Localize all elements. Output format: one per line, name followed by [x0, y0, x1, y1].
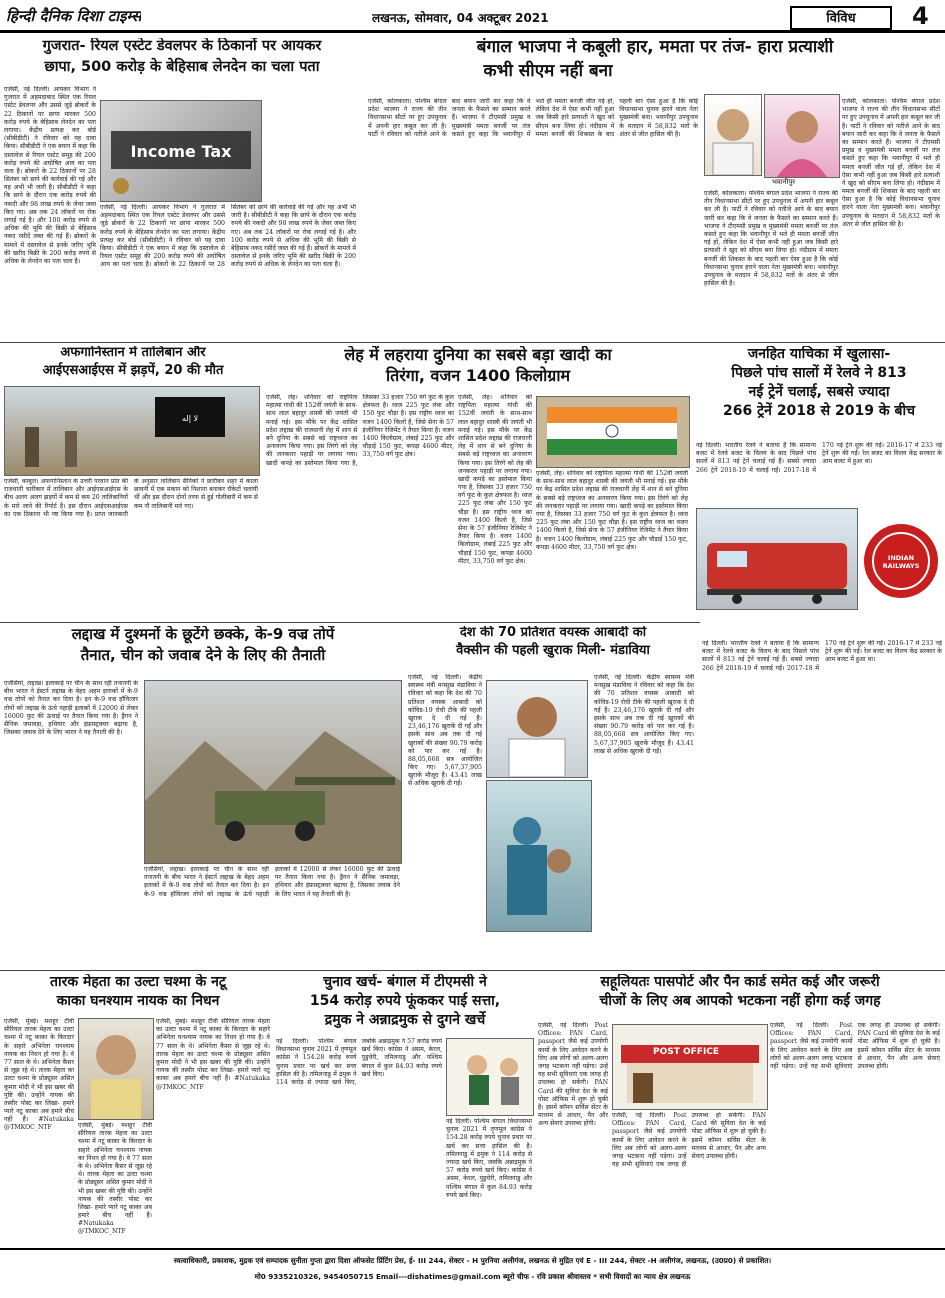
article-body	[408, 674, 482, 966]
row-divider	[0, 342, 945, 343]
mandaviya-photo	[486, 680, 588, 778]
railways-logo	[864, 524, 938, 598]
article-body-text: एजेंसी, लेह। शनिवार को राष्ट्रपिता महात्मा गांधी की 152वीं जयंती के साथ-साथ लाल बहादुर शास्त्री की जयंती भी मनाई गई। इस मौके पर केंद्र शासित प्रदेश लद्दाख की राजधानी लेह में शान से बने दुनिया के सबसे बड़े राष्ट्रध्वज का अनावरण किया गया। इस तिरंगे को लेह की जनकरार पहाड़ी पर लगाया गया। खादी कपड़े का इस्तेमाल किया गया है, जिसका 33 हजार 750 वर्ग फुट के कुल क्षेत्रफल है। ध्वज 225 फुट लंबा और 150 फुट चौड़ा है। इस राष्ट्रीय ध्वज का वजन 1400 किलो है, जिसे सेना के 57 इंजीनियर रेजिमेंट ने तैयार किया है। वजन 1400 किलोग्राम, लंबाई 225 फुट और चौड़ाई 150 फुट, कपड़ा 4600 मीटर, 33,750 वर्ग फुट क्षेत्र।	[266, 394, 454, 467]
article-tmc	[276, 974, 534, 1242]
flag-image	[536, 396, 690, 468]
headline: चुनाव खर्च- बंगाल में टीएमसी ने	[323, 974, 487, 990]
headline: नई ट्रेनें चलाई, सबसे ज्यादा	[748, 384, 890, 401]
headline: 266 ट्रेनें 2018 से 2019 के बीच	[723, 403, 915, 420]
photo-caption: भवानीपुर	[772, 178, 796, 186]
headline: सहूलियतः पासपोर्ट और पैन कार्ड समेत कई और जरूरी	[600, 974, 880, 990]
article-body	[368, 98, 698, 336]
headline: लेह में लहराया दुनिया का सबसे बड़ा खादी का	[344, 346, 612, 364]
article-body	[266, 394, 454, 618]
footer	[0, 1248, 945, 1298]
article-body-text: नई दिल्ली। भारतीय रेलवे ने बताया है कि सामान्य बजट में रेलवे बजट के विलय के बाद पिछले पांच सालों में 813 नई ट्रेनें चलाई गई हैं। सबसे ज्यादा 266 ट्रेनें 2018-19 में चलाई गईं। 2017-18 में 170 नई ट्रेनें शुरू की गईं। 2016-17 में 233 नई ट्रेनें शुरू की गईं। रेल बजट का विलय केंद्र सरकार के आम बजट में हुआ था।	[702, 640, 942, 672]
article-gujarat	[4, 38, 360, 338]
svg-text:لا إله: لا إله	[181, 414, 199, 423]
article-body-text: एजेंसियां, लद्दाख। इलाकाई पर चीन के साथ रही तनातनी के बीच भारत ने ईस्टर्न लद्दाख के बेहद अहम इलाकों में के-9 वज्र तोपों को तैनात कर दिया है। इन के-9 वज्र हॉवित्जर तोपों को लद्दाख के ऊंचे पहाड़ी इलाकों में 12000 से लेकर 16000 फुट की ऊंचाई पर तैनात किया गया है। ड्रैगन ने सैनिक जमावड़ा, हथियार और इंफ्रास्ट्रक्चर बढ़ाया है, जिसका जवाब देने के लिए भारत ने यह तैनाती की है।	[144, 866, 400, 898]
article-body	[276, 1038, 442, 1240]
article-body-text: एजेंसी, नई दिल्ली। Post Offices: PAN Card, passport जैसे कई उपयोगी कामों के लिए आवेदन करने के लिए अब लोगों को अलग-अलग जगह भटकना नहीं पड़ेगा। उन्हें यह सभी सुविधाएं एक जगह ही उपलब्ध हो सकेंगी। PAN Card की सुविधा देश के कई पोस्ट ऑफिस में शुरू हो चुकी है। इसमें कॉमन सर्विस सेंटर के माध्यम से आधार, पैन और अन्य सेवाएं उपलब्ध होंगी।	[612, 1112, 766, 1169]
article-body-text: एजेंसी, नई दिल्ली। Post Offices: PAN Card, passport जैसे कई उपयोगी कामों के लिए आवेदन करने के लिए अब लोगों को अलग-अलग जगह भटकना नहीं पड़ेगा। उन्हें यह सभी सुविधाएं एक जगह ही उपलब्ध हो सकेंगी। PAN Card की सुविधा देश के कई पोस्ट ऑफिस में शुरू हो चुकी है। इसमें कॉमन सर्विस सेंटर के माध्यम से आधार, पैन और अन्य सेवाएं उपलब्ध होंगी।	[770, 1022, 940, 1070]
footer-imprint: स्वत्वाधिकारी, प्रकाशक, मुद्रक एवं सम्पादक सुनीता गुप्ता द्वारा दिशा ऑफसेट प्रिंटिंग प्रेस, ई- III 244, सेक्टर - H पुरनिया अलीगंज, लखनऊ से मुद्रित एवं E - III 244, सेक्टर -H अलीगंज, लखनऊ, (उ0प्र0) से प्रकाशित।	[173, 1256, 772, 1265]
headline: काका घनश्याम नायक का निधन	[56, 993, 220, 1010]
headline: तिरंगा, वजन 1400 किलोग्राम	[385, 366, 571, 386]
article-body-text: एजेंसी, नई दिल्ली। आयकर विभाग ने गुजरात में अहमदाबाद स्थित एक रियल एस्टेट डेवलपर और उससे जुड़े ब्रोकरों के 22 ठिकानों पर छापा मारकर 500 करोड़ रुपये के बेहिसाब लेनदेन का पता लगाया। केंद्रीय प्रत्यक्ष कर बोर्ड (सीबीडीटी) ने रविवार को यह दावा किया। सीबीडीटी ने एक बयान में कहा कि दस्तावेज से रियल एस्टेट समूह की 200 करोड़ रुपये की अघोषित आय का पता चला है। ब्रोकरों के 22 ठिकानों पर 28 सितंबर को छापे की कार्रवाई की गई और यह अभी भी जारी है। सीबीडीटी ने कहा कि छापे के दौरान एक करोड़ रुपये की नकदी और 98 लाख रुपये के जेवर जब्त किए गए। अब तक 24 लॉकरों पर रोक लगाई गई है। और 100 करोड़ रुपये से अधिक की भूमि की बिक्री से बेहिसाब नकद रसीदें जब्त की गई हैं। ब्रोकरों के मामले में दस्तावेज से इनके जरिए भूमि की खरीद बिक्री के 200 करोड़ रुपये से अधिक के लेनदेन का पता चला है।	[100, 204, 356, 269]
article-body-continued	[100, 204, 356, 334]
footer-contact: मो0 9335210326, 9454050715 Email---dishatimes@gmail.com ब्यूरो चीफ - रवि प्रकाश श्रीवास्तव * सभी विवादों का न्याय क्षेत्र लखनऊ	[254, 1272, 691, 1281]
section-label: विविध	[790, 6, 892, 30]
article-body-text: एजेंसी, नई दिल्ली। Post Offices: PAN Card, passport जैसे कई उपयोगी कामों के लिए आवेदन करने के लिए अब लोगों को अलग-अलग जगह भटकना नहीं पड़ेगा। उन्हें यह सभी सुविधाएं एक जगह ही उपलब्ध हो सकेंगी। PAN Card की सुविधा देश के कई पोस्ट ऑफिस में शुरू हो चुकी है। इसमें कॉमन सर्विस सेंटर के माध्यम से आधार, पैन और अन्य सेवाएं उपलब्ध होंगी।	[538, 1022, 608, 1128]
article-ladakh	[4, 626, 402, 968]
headline: पिछले पांच सालों में रेलवे ने 813	[731, 365, 907, 382]
headline: छापा, 500 करोड़ के बेहिसाब लेनदेन का चला पता	[44, 58, 320, 75]
cartoon-image	[446, 1038, 534, 1116]
page-number: 4	[912, 2, 929, 30]
headline: तैनात, चीन को जवाब देने के लिए की तैनाती	[80, 646, 326, 665]
article-body-text: एजेंसी, काबुल। अफगानिस्तान के उत्तरी परवान प्रांत की राजधानी चारीकार में तालिबान और आईएसआईएस के बीच अलग अलग झड़पों में कम से कम 20 तालिबानियों के मारे जाने की रिपोर्ट है। इस दौरान आईएसआईएस का एक ठिकाना भी नष्ट किया गया है। प्राप्त जानकारी के अनुसार तालिबान सैनिकों ने छारीकर शहर में काला छावनी में एक मकान को निशाना बनाकर रॉकेटों चलायी थीं और इस दौरान दोनों तरफ से हुई गोलीबारी में कम से कम नौ तालिबानी मारे गए।	[4, 478, 258, 518]
svg-text:Income Tax: Income Tax	[130, 142, 232, 161]
article-body	[538, 1022, 608, 1240]
article-body-continued	[594, 674, 694, 966]
article-body-text: एजेंसी, नई दिल्ली। केंद्रीय स्वास्थ्य मंत्री मनसुख मंडाविया ने रविवार को कहा कि देश की 70 प्रतिशत वयस्क आबादी को कोविड-19 रोधी टीके की पहली खुराक दे दी गई है। 23,46,176 खुराकें दी गईं और इसके साथ अब तक दी गई खुराकों की संख्या 90.79 करोड़ को पार कर गई है। 88,05,668 सत्र आयोजित किए गए। 5,67,37,905 खुराकें मौजूद हैं। 43.41 लाख से अधिक खुराकें दी गईं।	[594, 674, 694, 755]
article-vaccine	[408, 626, 698, 968]
headline: कभी सीएम नहीं बना	[483, 60, 613, 81]
article-body-text: नई दिल्ली। पश्चिम बंगाल विधानसभा चुनाव 2021 में तृणमूल कांग्रेस ने 154.28 करोड़ रुपये चुनाव प्रचार पर खर्च कर सत्ता हासिल की है। तमिलनाडु में द्रमुक ने 114 करोड़ से ज्यादा खर्च किए, जबकि अन्नाद्रमुक ने 57 करोड़ रुपये खर्च किए। कांग्रेस ने असम, केरल, पुडुचेरी, तमिलनाडु और पश्चिम बंगाल में कुल 84.93 करोड़ रुपये खर्च किए।	[276, 1038, 442, 1086]
article-body-continued	[770, 1022, 940, 1240]
article-body-text: एजेंसी, मुंबई। मशहूर टीवी सीरियल तारक मेहता का उल्टा चश्मा में नटू काका के किरदार के सहारे अभिनेता घनश्याम नायक का निधन हो गया है। वे 77 साल के थे। अभिनेता कैंसर से जूझ रहे थे। तारक मेहता का उल्टा चश्मा के प्रोड्यूसर असित कुमार मोदी ने भी इस खबर की पुष्टि की। उन्होंने नायक की तस्वीर पोस्ट कर लिखा- हमारे प्यारे नटू काका अब हमारे बीच नहीं हैं। #Natukaka @TMKOC_NTF	[78, 1122, 152, 1236]
article-body-text: एजेंसी, नई दिल्ली। केंद्रीय स्वास्थ्य मंत्री मनसुख मंडाविया ने रविवार को कहा कि देश की 70 प्रतिशत वयस्क आबादी को कोविड-19 रोधी टीके की पहली खुराक दे दी गई है। 23,46,176 खुराकें दी गईं और इसके साथ अब तक दी गई खुराकों की संख्या 90.79 करोड़ को पार कर गई है। 88,05,668 सत्र आयोजित किए गए। 5,67,37,905 खुराकें मौजूद हैं। 43.41 लाख से अधिक खुराकें दी गईं।	[408, 674, 482, 788]
masthead	[0, 0, 945, 30]
article-body-text: एजेंसी, मुंबई। मशहूर टीवी सीरियल तारक मेहता का उल्टा चश्मा में नटू काका के किरदार के सहारे अभिनेता घनश्याम नायक का निधन हो गया है। वे 77 साल के थे। अभिनेता कैंसर से जूझ रहे थे। तारक मेहता का उल्टा चश्मा के प्रोड्यूसर असित कुमार मोदी ने भी इस खबर की पुष्टि की। उन्होंने नायक की तस्वीर पोस्ट कर लिखा- हमारे प्यारे नटू काका अब हमारे बीच नहीं हैं। #Natukaka @TMKOC_NTF	[156, 1018, 270, 1091]
article-body-text: एजेंसी, मुंबई। मशहूर टीवी सीरियल तारक मेहता का उल्टा चश्मा में नटू काका के किरदार के सहारे अभिनेता घनश्याम नायक का निधन हो गया है। वे 77 साल के थे। अभिनेता कैंसर से जूझ रहे थे। तारक मेहता का उल्टा चश्मा के प्रोड्यूसर असित कुमार मोदी ने भी इस खबर की पुष्टि की। उन्होंने नायक की तस्वीर पोस्ट कर लिखा- हमारे प्यारे नटू काका अब हमारे बीच नहीं हैं। #Natukaka @TMKOC_NTF	[4, 1018, 74, 1132]
income-tax-image	[100, 100, 262, 202]
income-tax-graphic	[101, 101, 261, 201]
article-body-continued	[78, 1122, 152, 1240]
article-body-continued	[612, 1112, 766, 1240]
article-body-text: एजेंसी, कोलकाता। पश्चिम बंगाल प्रदेश भाजपा ने राज्य की तीन विधानसभा सीटों पर हुए उपचुनाव में अपनी हार कबूल कर ली है। पार्टी ने रविवार को नतीजे आने के बाद बयान जारी कर कहा कि वे जनता के फैसले का सम्मान करते हैं। भाजपा ने टीएमसी प्रमुख व मुख्यमंत्री ममता बनर्जी पर तंज कसते हुए कहा कि भवानीपुर में भले ही ममता बनर्जी जीत गई हों, लेकिन देश में ऐसा कभी नहीं हुआ जब किसी हारे प्रत्याशी ने खुद को सीएम बना लिया हो। नंदीग्राम में ममता बनर्जी की शिकस्त के बाद पहली बार ऐसा हुआ है कि कोई विधानसभा चुनाव हारने वाला नेता मुख्यमंत्री बना। भवानीपुर उपचुनाव के मतदान में 58,832 मतों के अंतर से जीत हासिल की है।	[842, 98, 940, 228]
railways-logo-text: INDIAN RAILWAYS	[882, 554, 920, 570]
article-bengal	[368, 38, 942, 338]
headline: देश की 70 प्रतिशत वयस्क आबादी को	[459, 626, 647, 640]
article-body	[696, 442, 942, 504]
howitzer-image	[144, 680, 402, 864]
headline: जनहित याचिका में खुलासा-	[747, 346, 891, 362]
article-body-text: एजेंसी, कोलकाता। पश्चिम बंगाल प्रदेश भाजपा ने राज्य की तीन विधानसभा सीटों पर हुए उपचुनाव में अपनी हार कबूल कर ली है। पार्टी ने रविवार को नतीजे आने के बाद बयान जारी कर कहा कि वे जनता के फैसले का सम्मान करते हैं। भाजपा ने टीएमसी प्रमुख व मुख्यमंत्री ममता बनर्जी पर तंज कसते हुए कहा कि भवानीपुर में भले ही ममता बनर्जी जीत गई हों, लेकिन देश में ऐसा कभी नहीं हुआ जब किसी हारे प्रत्याशी ने खुद को सीएम बना लिया हो। नंदीग्राम में ममता बनर्जी की शिकस्त के बाद पहली बार ऐसा हुआ है कि कोई विधानसभा चुनाव हारने वाला नेता मुख्यमंत्री बना। भवानीपुर उपचुनाव के मतदान में 58,832 मतों के अंतर से जीत हासिल की है।	[368, 98, 698, 138]
headline: लद्दाख में दुश्मनों के छूटेंगे छक्के, के-9 वज्र तोपें	[71, 626, 335, 643]
article-body-text: नई दिल्ली। पश्चिम बंगाल विधानसभा चुनाव 2021 में तृणमूल कांग्रेस ने 154.28 करोड़ रुपये चुनाव प्रचार पर खर्च कर सत्ता हासिल की है। तमिलनाडु में द्रमुक ने 114 करोड़ से ज्यादा खर्च किए, जबकि अन्नाद्रमुक ने 57 करोड़ रुपये खर्च किए। कांग्रेस ने असम, केरल, पुडुचेरी, तमिलनाडु और पश्चिम बंगाल में कुल 84.93 करोड़ रुपये खर्च किए।	[446, 1118, 532, 1199]
article-passport	[538, 974, 942, 1242]
post-office-sign: POST OFFICE	[653, 1047, 720, 1057]
article-body-text: एजेंसी, लेह। शनिवार को राष्ट्रपिता महात्मा गांधी की 152वीं जयंती के साथ-साथ लाल बहादुर शास्त्री की जयंती भी मनाई गई। इस मौके पर केंद्र शासित प्रदेश लद्दाख की राजधानी लेह में शान से बने दुनिया के सबसे बड़े राष्ट्रध्वज का अनावरण किया गया। इस तिरंगे को लेह की जनकरार पहाड़ी पर लगाया गया। खादी कपड़े का इस्तेमाल किया गया है, जिसका 33 हजार 750 वर्ग फुट के कुल क्षेत्रफल है। ध्वज 225 फुट लंबा और 150 फुट चौड़ा है। इस राष्ट्रीय ध्वज का वजन 1400 किलो है, जिसे सेना के 57 इंजीनियर रेजिमेंट ने तैयार किया है। वजन 1400 किलोग्राम, लंबाई 225 फुट और चौड़ाई 150 फुट, कपड़ा 4600 मीटर, 33,750 वर्ग फुट क्षेत्र।	[458, 394, 532, 565]
article-railway	[696, 346, 942, 621]
paper-name: हिन्दी दैनिक दिशा टाइम्स	[6, 7, 142, 25]
headline: बंगाल भाजपा ने कबूली हार, ममता पर तंज- हारा प्रत्याशी	[476, 38, 834, 57]
article-khadi	[266, 346, 690, 621]
row-divider	[0, 622, 700, 623]
article-body	[4, 478, 258, 618]
row-divider	[0, 970, 945, 971]
train-image	[696, 508, 858, 610]
article-body-continued	[536, 470, 688, 618]
dateline: लखनऊ, सोमवार, 04 अक्टूबर 2021	[372, 11, 549, 25]
candidate-photo	[764, 94, 840, 178]
headline: द्रमुक ने अन्नाद्रमुक से दुगने खर्चे	[324, 1012, 486, 1029]
article-body-text: एजेंसी, कोलकाता। पश्चिम बंगाल प्रदेश भाजपा ने राज्य की तीन विधानसभा सीटों पर हुए उपचुनाव में अपनी हार कबूल कर ली है। पार्टी ने रविवार को नतीजे आने के बाद बयान जारी कर कहा कि वे जनता के फैसले का सम्मान करते हैं। भाजपा ने टीएमसी प्रमुख व मुख्यमंत्री ममता बनर्जी पर तंज कसते हुए कहा कि भवानीपुर में भले ही ममता बनर्जी जीत गई हों, लेकिन देश में ऐसा कभी नहीं हुआ जब किसी हारे प्रत्याशी ने खुद को सीएम बना लिया हो। नंदीग्राम में ममता बनर्जी की शिकस्त के बाद पहली बार ऐसा हुआ है कि कोई विधानसभा चुनाव हारने वाला नेता मुख्यमंत्री बना। भवानीपुर उपचुनाव के मतदान में 58,832 मतों के अंतर से जीत हासिल की है।	[704, 190, 838, 288]
headline: अफगानिस्तान में तालिबान और	[60, 346, 206, 360]
article-body-continued	[458, 394, 532, 618]
article-body-text: नई दिल्ली। भारतीय रेलवे ने बताया है कि सामान्य बजट में रेलवे बजट के विलय के बाद पिछले पांच सालों में 813 नई ट्रेनें चलाई गई हैं। सबसे ज्यादा 266 ट्रेनें 2018-19 में चलाई गईं। 2017-18 में 170 नई ट्रेनें शुरू की गईं। 2016-17 में 233 नई ट्रेनें शुरू की गईं। रेल बजट का विलय केंद्र सरकार के आम बजट में हुआ था।	[696, 442, 942, 474]
headline: आईएसआईएस में झड़पें, 20 की मौत	[42, 362, 224, 378]
headline: 154 करोड़ रुपये फूंककर पाई सत्ता,	[309, 993, 501, 1010]
article-body-continued	[446, 1118, 532, 1240]
article-body-text: एजेंसियां, लद्दाख। इलाकाई पर चीन के साथ रही तनातनी के बीच भारत ने ईस्टर्न लद्दाख के बेहद अहम इलाकों में के-9 वज्र तोपों को तैनात कर दिया है। इन के-9 वज्र हॉवित्जर तोपों को लद्दाख के ऊंचे पहाड़ी इलाकों में 12000 से लेकर 16000 फुट की ऊंचाई पर तैनात किया गया है। ड्रैगन ने सैनिक जमावड़ा, हथियार और इंफ्रास्ट्रक्चर बढ़ाया है, जिसका जवाब देने के लिए भारत ने यह तैनाती की है।	[4, 680, 138, 737]
article-body-continued	[704, 190, 838, 336]
article-body-text: एजेंसी, लेह। शनिवार को राष्ट्रपिता महात्मा गांधी की 152वीं जयंती के साथ-साथ लाल बहादुर शास्त्री की जयंती भी मनाई गई। इस मौके पर केंद्र शासित प्रदेश लद्दाख की राजधानी लेह में शान से बने दुनिया के सबसे बड़े राष्ट्रध्वज का अनावरण किया गया। इस तिरंगे को लेह की जनकरार पहाड़ी पर लगाया गया। खादी कपड़े का इस्तेमाल किया गया है, जिसका 33 हजार 750 वर्ग फुट के कुल क्षेत्रफल है। ध्वज 225 फुट लंबा और 150 फुट चौड़ा है। इस राष्ट्रीय ध्वज का वजन 1400 किलो है, जिसे सेना के 57 इंजीनियर रेजिमेंट ने तैयार किया है। वजन 1400 किलोग्राम, लंबाई 225 फुट और चौड़ाई 150 फुट, कपड़ा 4600 मीटर, 33,750 वर्ग फुट क्षेत्र।	[536, 470, 688, 551]
article-body-continued	[156, 1018, 270, 1240]
article-body	[4, 1018, 74, 1240]
natu-kaka-photo	[78, 1018, 154, 1120]
headline: चीजों के लिए अब आपको भटकना नहीं होगा कई जगह	[599, 993, 881, 1010]
taliban-flag-image	[4, 386, 260, 476]
article-railway-continued	[702, 640, 942, 968]
article-body-continued	[842, 98, 940, 336]
mamata-photo	[704, 94, 762, 176]
vaccination-photo	[486, 780, 592, 932]
article-body-continued	[144, 866, 400, 966]
headline: गुजरात- रियल एस्टेट डेवलपर के ठिकानों पर आयकर	[42, 38, 322, 54]
headline: तारक मेहता का उल्टा चश्मा के नटू	[50, 974, 226, 990]
headline: वैक्सीन की पहली खुराक मिली- मंडाविया	[456, 642, 650, 658]
masthead-rule	[0, 30, 945, 33]
article-afghanistan	[4, 346, 262, 621]
post-office-image	[612, 1024, 768, 1110]
article-body: एजेंसी, नई दिल्ली। आयकर विभाग ने गुजरात में अहमदाबाद स्थित एक रियल एस्टेट डेवलपर और उससे जुड़े ब्रोकरों के 22 ठिकानों पर छापा मारकर 500 करोड़ रुपये के बेहिसाब लेनदेन का पता लगाया। केंद्रीय प्रत्यक्ष कर बोर्ड (सीबीडीटी) ने रविवार को यह दावा किया। सीबीडीटी ने एक बयान में कहा कि दस्तावेज से रियल एस्टेट समूह की 200 करोड़ रुपये की अघोषित आय का पता चला है। ब्रोकरों के 22 ठिकानों पर 28 सितंबर को छापे की कार्रवाई की गई और यह अभी भी जारी है। सीबीडीटी ने कहा कि छापे के दौरान एक करोड़ रुपये की नकदी और 98 लाख रुपये के जेवर जब्त किए गए। अब तक 24 लॉकरों पर रोक लगाई गई है। और 100 करोड़ रुपये से अधिक की भूमि की बिक्री से बेहिसाब नकद रसीदें जब्त की गई हैं। ब्रोकरों के मामले में दस्तावेज से इनके जरिए भूमि की खरीद बिक्री के 200 करोड़ रुपये से अधिक के लेनदेन का पता चला है।	[4, 86, 96, 265]
article-body	[4, 680, 138, 966]
article-tarak	[4, 974, 272, 1242]
